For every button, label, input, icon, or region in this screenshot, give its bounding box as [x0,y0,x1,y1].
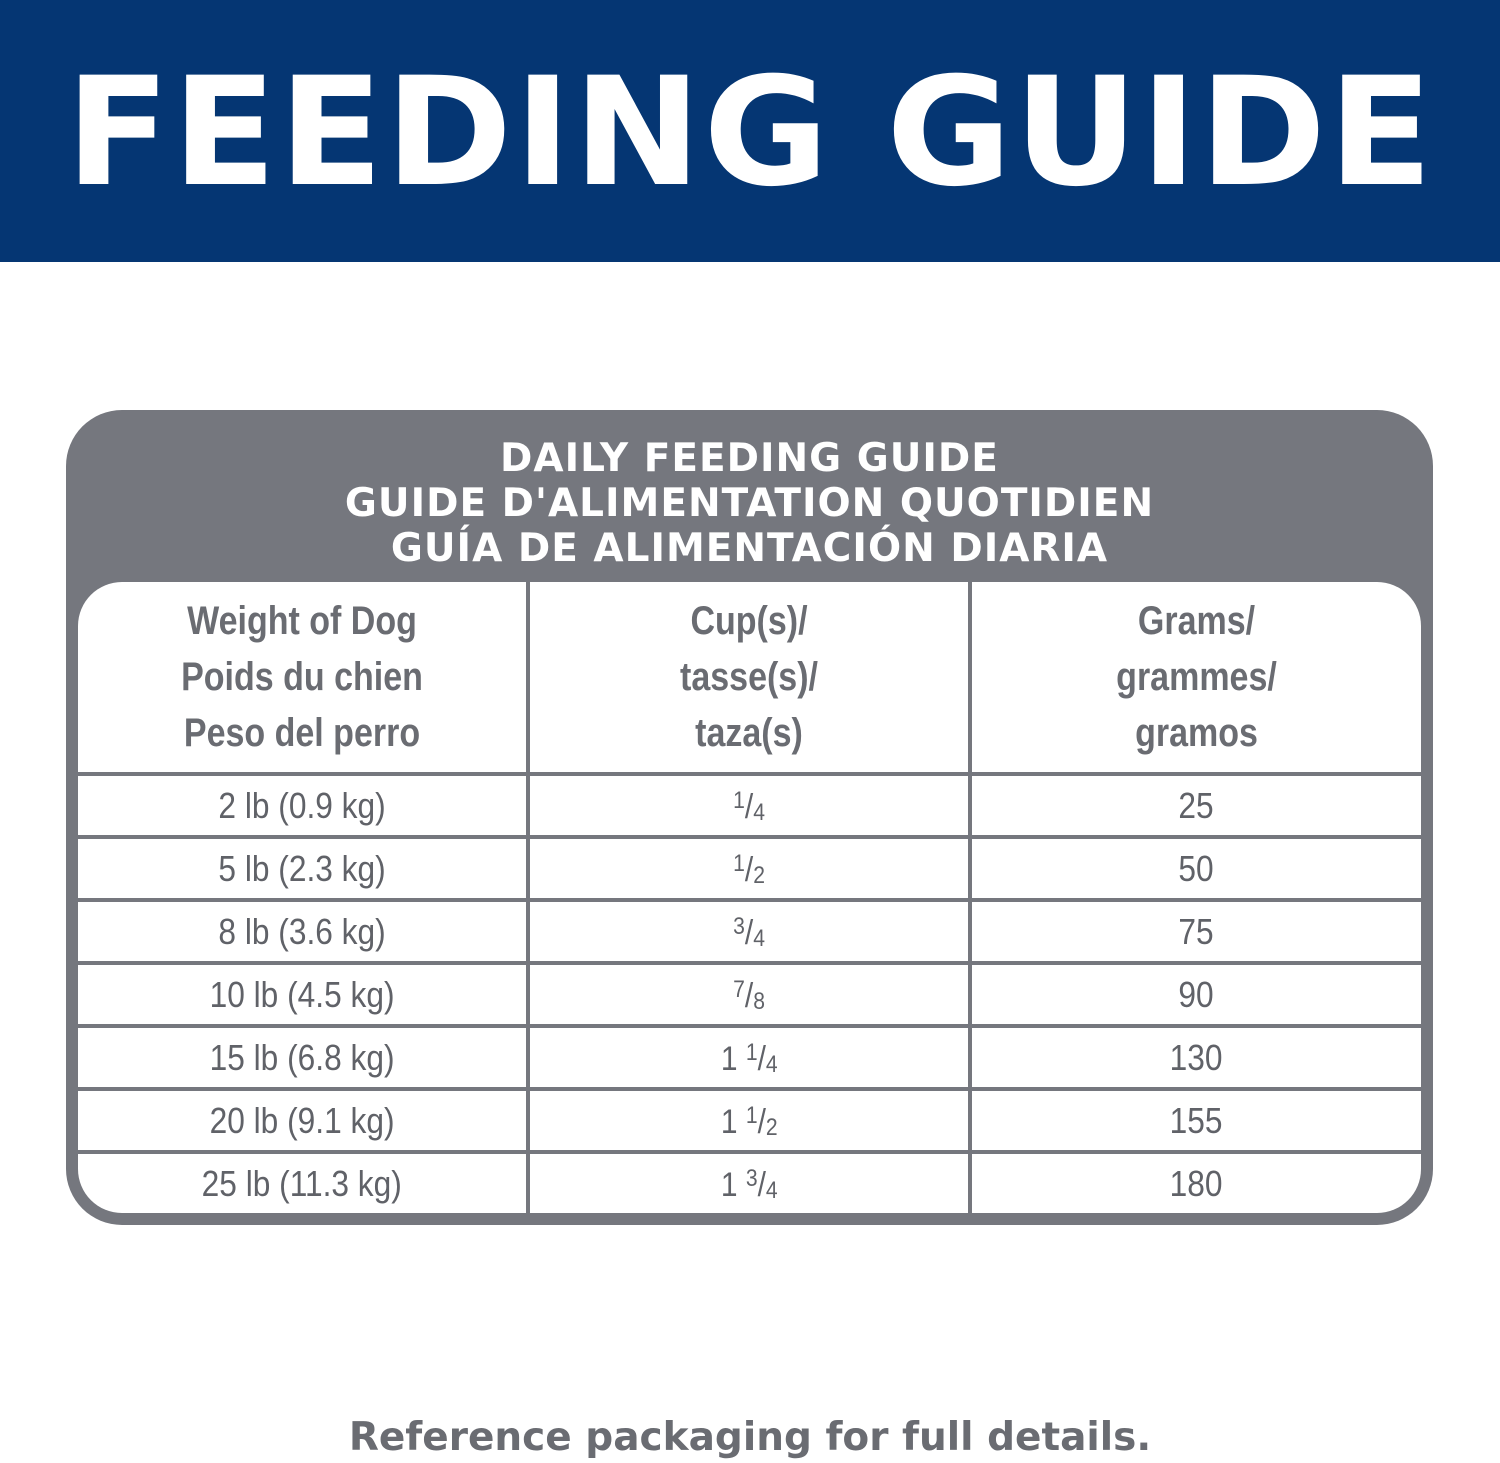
grams-value: 155 [1170,1099,1223,1141]
header-weight-line: Peso del perro [183,711,421,755]
weight-cell [78,900,528,963]
cups-value [733,787,765,827]
cups-whole: 1 [720,1039,738,1078]
cups-cell [528,1026,970,1089]
grams-cell [970,774,1421,837]
banner [0,0,1500,262]
card-heading-line-french: GUIDE D'ALIMENTATION QUOTIDIEN [344,481,1155,526]
cups-denominator: 8 [753,987,765,1015]
cups-numerator: 1 [745,1101,758,1129]
header-cups-line: taza(s) [695,711,803,755]
grams-value: 90 [1178,973,1215,1015]
cups-denominator: 2 [765,1113,778,1141]
cups-numerator: 3 [745,1164,758,1192]
table-row [78,1089,1421,1152]
weight-cell [78,1089,528,1152]
header-grams [970,582,1421,774]
grams-value: 180 [1170,1162,1223,1204]
grams-cell [970,837,1421,900]
cups-denominator: 2 [753,861,765,889]
table-row [78,900,1421,963]
weight-value: 2 lb (0.9 kg) [218,784,386,826]
weight-cell [78,837,528,900]
cups-value [721,1165,778,1205]
card-heading-line-spanish: GUÍA DE ALIMENTACIÓN DIARIA [390,526,1109,571]
cups-numerator: 1 [733,786,745,814]
cups-cell [528,1152,970,1213]
table-row [78,1026,1421,1089]
footer-note: Reference packaging for full details. [348,1415,1152,1460]
card-heading-line-english: DAILY FEEDING GUIDE [500,436,999,481]
table-row [78,774,1421,837]
table-header-row [78,582,1421,774]
weight-value: 20 lb (9.1 kg) [209,1099,395,1141]
feeding-guide-card [66,410,1433,1225]
weight-value: 5 lb (2.3 kg) [218,847,386,889]
fraction-slash: / [757,1039,766,1078]
weight-value: 25 lb (11.3 kg) [201,1162,403,1204]
cups-cell [528,963,970,1026]
cups-denominator: 4 [753,924,765,952]
header-grams-line: Grams/ [1137,599,1256,643]
cups-numerator: 3 [733,912,745,940]
cups-cell [528,900,970,963]
weight-cell [78,1026,528,1089]
grams-cell [970,900,1421,963]
card-heading [66,436,1433,571]
header-grams-line: grammes/ [1116,655,1277,699]
header-weight-line: Weight of Dog [187,599,417,643]
fraction-slash: / [757,1102,766,1141]
grams-value: 75 [1178,910,1215,952]
table-row [78,837,1421,900]
banner-title: FEEDING GUIDE [65,46,1435,220]
cups-value [733,976,765,1016]
fraction-slash: / [744,787,754,826]
grams-value: 25 [1178,784,1215,826]
header-grams-line: gramos [1135,711,1258,755]
grams-cell [970,963,1421,1026]
cups-value [733,850,765,890]
weight-value: 8 lb (3.6 kg) [218,910,386,952]
fraction-slash: / [744,976,754,1015]
table-body [78,774,1421,1213]
fraction-slash: / [757,1165,766,1204]
weight-value: 10 lb (4.5 kg) [209,973,395,1015]
cups-cell [528,1089,970,1152]
weight-cell [78,774,528,837]
cups-value [733,913,765,953]
grams-value: 50 [1178,847,1215,889]
table-row [78,963,1421,1026]
grams-cell [970,1089,1421,1152]
cups-numerator: 7 [733,975,745,1003]
fraction-slash: / [744,850,754,889]
feeding-table [78,582,1421,1213]
cups-value [721,1039,778,1079]
header-cups-line: Cup(s)/ [690,599,808,643]
feeding-table-panel [78,582,1421,1213]
grams-value: 130 [1170,1036,1223,1078]
header-weight-line: Poids du chien [181,655,423,699]
weight-value: 15 lb (6.8 kg) [209,1036,395,1078]
grams-cell [970,1152,1421,1213]
header-cups [528,582,970,774]
cups-whole: 1 [720,1165,738,1204]
cups-denominator: 4 [765,1176,778,1204]
cups-denominator: 4 [753,798,765,826]
cups-numerator: 1 [733,849,745,877]
fraction-slash: / [744,913,754,952]
header-weight [78,582,528,774]
grams-cell [970,1026,1421,1089]
cups-denominator: 4 [765,1050,778,1078]
header-cups-line: tasse(s)/ [680,655,818,699]
cups-cell [528,837,970,900]
weight-cell [78,1152,528,1213]
cups-value [721,1102,778,1142]
cups-numerator: 1 [745,1038,758,1066]
cups-cell [528,774,970,837]
cups-whole: 1 [720,1102,738,1141]
weight-cell [78,963,528,1026]
table-row [78,1152,1421,1213]
